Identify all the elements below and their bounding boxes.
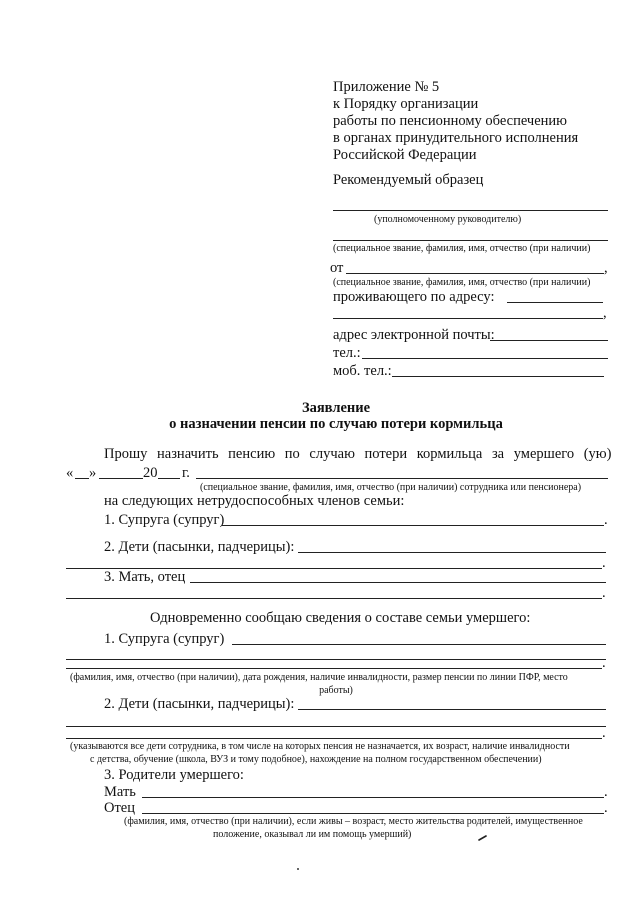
date-close-quote: » (89, 465, 97, 481)
father-line (142, 813, 604, 814)
scan-dot (297, 868, 299, 870)
rank-line (333, 240, 608, 241)
title-subject: о назначении пенсии по случаю потери кормильца (169, 416, 503, 432)
father-dot: . (604, 800, 608, 816)
father-label: Отец (104, 800, 136, 816)
family-spouse-dot: . (602, 655, 606, 671)
family-parents: 3. Родители умершего: (104, 767, 244, 783)
caption-children-2: с детства, обучение (школа, ВУЗ и тому подобное), нахождение на полном государственном обеспечении) (90, 754, 542, 765)
mother-label: Мать (104, 784, 136, 800)
family-children-dot: . (602, 725, 606, 741)
address-comma: , (603, 305, 607, 321)
member-spouse-line (222, 525, 604, 526)
appendix-line-2: к Порядку организации (333, 96, 479, 112)
date-day-line (75, 478, 89, 479)
deceased-line (196, 478, 608, 479)
caption-spouse-1: (фамилия, имя, отчество (при наличии), дата рождения, наличие инвалидности, размер пенсии по линии ПФР, место (70, 672, 568, 683)
appendix-line-3: работы по пенсионному обеспечению (333, 113, 567, 129)
member-parents-dot: . (602, 585, 606, 601)
mob-label: моб. тел.: (333, 363, 392, 379)
tel-label: тел.: (333, 345, 361, 361)
caption-spouse-2: работы) (319, 685, 353, 696)
email-line (490, 340, 608, 341)
date-month-line (99, 478, 143, 479)
member-parents: 3. Мать, отец (104, 569, 186, 585)
caption-parents-2: положение, оказывал ли им помощь умерший) (213, 829, 412, 840)
members-intro: на следующих нетрудоспособных членов семьи: (104, 493, 405, 509)
family-spouse: 1. Супруга (супруг) (104, 631, 225, 647)
recommended-sample: Рекомендуемый образец (333, 172, 484, 188)
appendix-line-4: в органах принудительного исполнения (333, 130, 579, 146)
date-year-line (158, 478, 180, 479)
family-children-line-1 (298, 709, 606, 710)
member-children-line-1 (298, 552, 606, 553)
mob-line (392, 376, 604, 377)
from-label: от (330, 260, 344, 276)
family-spouse-line-3 (66, 668, 602, 669)
date-year-prefix: 20 (143, 465, 158, 481)
member-spouse-dot: . (604, 512, 608, 528)
family-children-line-3 (66, 738, 602, 739)
head-line (333, 210, 608, 211)
member-parents-line-2 (66, 598, 602, 599)
family-spouse-line-1 (232, 644, 606, 645)
date-open-quote: « (66, 465, 74, 481)
member-children: 2. Дети (пасынки, падчерицы): (104, 539, 295, 555)
mother-line (142, 797, 604, 798)
mother-dot: . (604, 784, 608, 800)
family-children-line-2 (66, 726, 606, 727)
email-label: адрес электронной почты: (333, 327, 495, 343)
caption-from: (специальное звание, фамилия, имя, отчество (при наличии) (333, 277, 591, 288)
address-line-1 (507, 302, 603, 303)
member-spouse: 1. Супруга (супруг) (104, 512, 225, 528)
title-statement: Заявление (301, 400, 371, 416)
appendix-number: Приложение № 5 (333, 79, 440, 95)
caption-head: (уполномоченному руководителю) (374, 214, 522, 225)
member-children-dot: . (602, 555, 606, 571)
request-text: Прошу назначить пенсию по случаю потери кормильца за умершего (ую) (104, 446, 612, 462)
family-intro: Одновременно сообщаю сведения о составе семьи умершего: (150, 610, 531, 626)
caption-parents-1: (фамилия, имя, отчество (при наличии), если живы – возраст, место жительства родителей, имущественное (124, 816, 583, 827)
date-g: г. (182, 465, 190, 481)
address-line-2 (333, 318, 603, 319)
pen-mark (478, 834, 488, 842)
member-parents-line-1 (190, 582, 606, 583)
family-spouse-line-2 (66, 659, 606, 660)
appendix-line-5: Российской Федерации (333, 147, 477, 163)
residing-label: проживающего по адресу: (333, 289, 495, 305)
caption-rank: (специальное звание, фамилия, имя, отчество (при наличии) (333, 243, 591, 254)
caption-deceased: (специальное звание, фамилия, имя, отчество (при наличии) сотрудника или пенсионера) (200, 482, 582, 493)
tel-line (362, 358, 608, 359)
from-line (346, 273, 604, 274)
caption-children-1: (указываются все дети сотрудника, в том числе на которых пенсия не назначается, их возраст, наличие инвалидности (70, 741, 570, 752)
family-children: 2. Дети (пасынки, падчерицы): (104, 696, 295, 712)
from-comma: , (604, 260, 608, 276)
